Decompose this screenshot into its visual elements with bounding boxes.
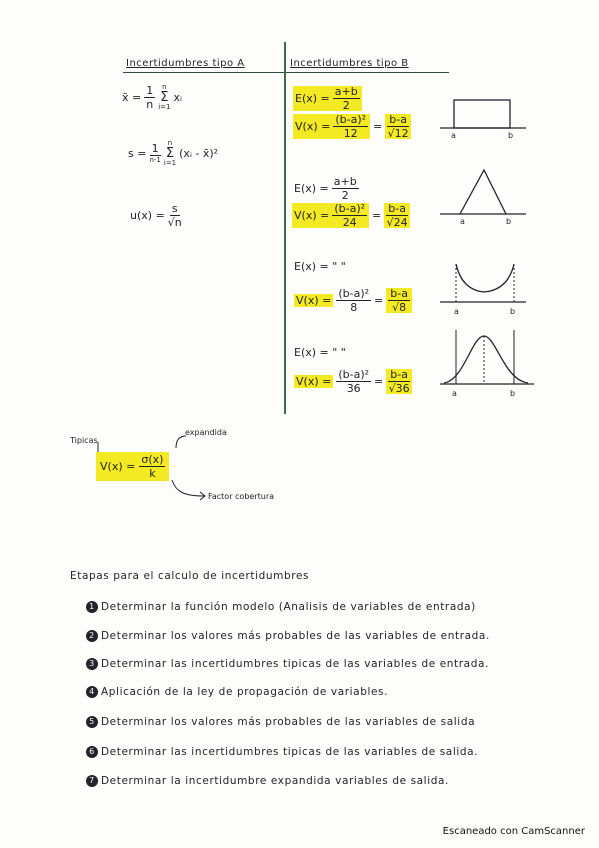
list-item: 4 Aplicación de la ley de propagación de variables. bbox=[86, 686, 388, 698]
list-item: 2 Determinar los valores más probables de las variables de entrada. bbox=[86, 630, 490, 642]
label-expandida: expandida bbox=[185, 428, 227, 437]
formula-tri-e: E(x) = $\frac{a+b}{2}$ bbox=[294, 175, 357, 202]
formula-rect-v: V(x) = $\frac{\text{(b-a)²}}{12}$ = $\frac{b-a}{√12}$ bbox=[293, 114, 411, 139]
formula-rect-e: E(x) = $\frac{a+b}{2}$ bbox=[293, 86, 362, 111]
table-header-rule bbox=[123, 72, 449, 73]
scanner-watermark: Escaneado con CamScanner bbox=[442, 826, 585, 837]
label-factor-cobertura: Factor cobertura bbox=[208, 492, 275, 501]
graph-label-a: a bbox=[460, 217, 465, 226]
step-number-badge: 2 bbox=[86, 630, 98, 642]
formula-mean: x̄ = $\frac{1}{n}$ n Σ i=1 xᵢ bbox=[122, 83, 182, 111]
table-divider bbox=[284, 42, 286, 414]
list-item: 6 Determinar las incertidumbres tipicas de las variables de salida. bbox=[86, 746, 478, 758]
step-number-badge: 1 bbox=[86, 601, 98, 613]
header-tipo-b: Incertidumbres tipo B bbox=[290, 58, 409, 69]
formula-gauss-e: E(x) = " " bbox=[294, 346, 346, 359]
list-item: 1 Determinar la función modelo (Analisis de variables de entrada) bbox=[86, 601, 476, 613]
header-tipo-a: Incertidumbres tipo A bbox=[126, 58, 245, 69]
steps-title: Etapas para el calculo de incertidumbres bbox=[70, 570, 310, 582]
list-item: 5 Determinar los valores más probables de las variables de salida bbox=[86, 716, 475, 728]
gaussian-distribution-graph bbox=[438, 326, 538, 400]
graph-label-b: b bbox=[510, 307, 516, 316]
graph-label-b: b bbox=[510, 389, 516, 398]
step-number-badge: 4 bbox=[86, 686, 98, 698]
label-tipicas: Tipicas bbox=[70, 436, 98, 445]
list-item: 3 Determinar las incertidumbres tipicas de las variables de entrada. bbox=[86, 658, 489, 670]
formula-gauss-v: V(x) = $\frac{\text{(b-a)²}}{36}$ = $\frac{b-a}{√36}$ bbox=[294, 369, 412, 394]
triangular-distribution-graph bbox=[438, 162, 528, 226]
formula-u: u(x) = $\frac{s}{√n}$ bbox=[130, 202, 182, 229]
formula-std: s = $\frac{1}{n-1}$ n Σ i=1 (xᵢ - x̄)² bbox=[128, 139, 219, 167]
u-shaped-distribution-graph bbox=[438, 256, 528, 318]
step-number-badge: 3 bbox=[86, 658, 98, 670]
step-number-badge: 6 bbox=[86, 746, 98, 758]
graph-label-a: a bbox=[451, 131, 456, 140]
list-item: 7 Determinar la incertidumbre expandida variables de salida. bbox=[86, 775, 449, 787]
graph-label-b: b bbox=[508, 131, 514, 140]
step-number-badge: 7 bbox=[86, 775, 98, 787]
formula-u-e: E(x) = " " bbox=[294, 260, 346, 273]
step-number-badge: 5 bbox=[86, 716, 98, 728]
graph-label-a: a bbox=[452, 389, 457, 398]
graph-label-b: b bbox=[506, 217, 512, 226]
graph-label-a: a bbox=[454, 307, 459, 316]
formula-u-v: V(x) = $\frac{\text{(b-a)²}}{8}$ = $\frac{b-a}{√8}$ bbox=[294, 288, 412, 313]
formula-expanded: V(x) = $\frac{\sigma(x)}{k}$ bbox=[96, 452, 169, 481]
rectangular-distribution-graph bbox=[438, 94, 528, 140]
formula-tri-v: V(x) = $\frac{\text{(b-a)²}}{24}$ = $\frac{b-a}{√24}$ bbox=[292, 203, 410, 228]
